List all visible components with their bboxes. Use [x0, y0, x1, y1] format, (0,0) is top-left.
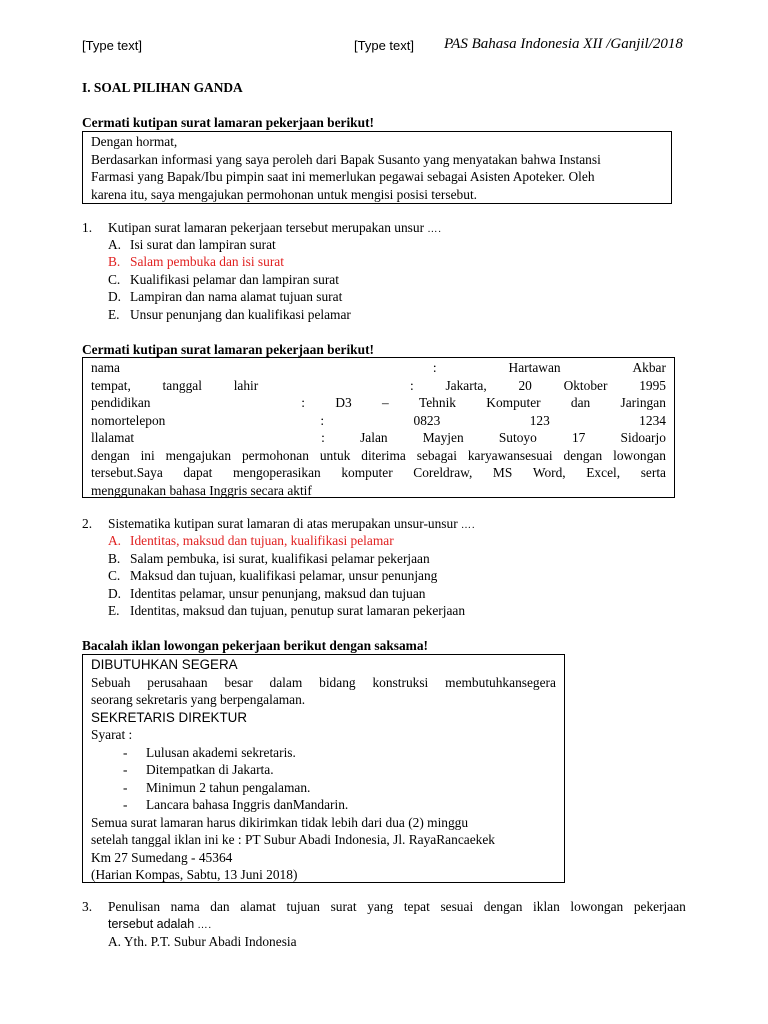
field-word: lowongan	[613, 447, 666, 463]
excerpt-line: Dengan hormat,	[91, 134, 178, 149]
option-text: Salam pembuka dan isi surat	[130, 254, 284, 269]
option-letter: D.	[108, 586, 122, 601]
q1-question-text: Kutipan surat lamaran pekerjaan tersebut merupakan unsur	[108, 220, 425, 235]
field-word: Oktober	[563, 377, 608, 393]
question-word: surat	[330, 899, 357, 914]
option-text: Identitas pelamar, unsur penunjang, maksud dan tujuan	[130, 586, 426, 601]
field-word: D3	[335, 395, 352, 410]
field-word: :	[409, 377, 414, 393]
bullet-dash: -	[123, 744, 128, 760]
data-row-nama	[91, 359, 666, 377]
question-word: nama	[170, 899, 200, 914]
question-word: dengan	[483, 899, 523, 914]
option-letter: E.	[108, 307, 120, 322]
field-word: llalamat	[91, 430, 135, 445]
field-word: 1995	[639, 377, 666, 393]
question-word: sesuai	[440, 899, 474, 914]
question-word: tujuan	[286, 899, 320, 914]
ad-heading: DIBUTUHKAN SEGERA	[91, 657, 238, 672]
field-word: 123	[529, 412, 550, 428]
q1-number: 1.	[82, 220, 93, 235]
q3-question-cont-text: tersebut adalah	[108, 917, 195, 931]
q3-option-a[interactable]: A. Yth. P.T. Subur Abadi Indonesia	[108, 934, 297, 949]
field-word: mengajukan	[165, 447, 232, 463]
q3-instruction: Bacalah iklan lowongan pekerjaan berikut dengan saksama!	[82, 638, 428, 653]
field-word: tanggal	[162, 377, 202, 393]
ad-requirement-item	[91, 796, 556, 814]
q3-question-row	[108, 898, 686, 916]
question-word: lowongan	[570, 899, 624, 914]
excerpt-line: Berdasarkan informasi yang saya peroleh dari Bapak Susanto yang menyatakan bahwa Instansi	[91, 151, 601, 167]
ad-position: SEKRETARIS DIREKTUR	[91, 709, 247, 725]
option-letter: C.	[108, 272, 121, 287]
data-row-last: menggunakan bahasa Inggris secara aktif	[91, 482, 312, 498]
option-letter: D.	[108, 289, 122, 304]
field-word: 17	[571, 430, 586, 445]
ad-requirements-label: Syarat :	[91, 727, 133, 742]
data-row-pendidikan	[91, 394, 666, 412]
field-word: pendidikan	[91, 395, 151, 410]
ad-word: konstruksi	[372, 674, 429, 690]
field-word: karyawansesuai	[467, 447, 553, 463]
option-text: Salam pembuka, isi surat, kualifikasi pelamar pekerjaan	[130, 551, 430, 566]
question-word: tepat	[403, 899, 430, 914]
field-word: tersebut.Saya	[91, 465, 163, 480]
ad-word: bidang	[319, 674, 356, 690]
field-word: dengan	[91, 447, 130, 463]
option-text: Unsur penunjang dan kualifikasi pelamar	[130, 307, 351, 322]
field-word: Mayjen	[422, 430, 464, 445]
field-word: untuk	[319, 447, 351, 463]
q2-number: 2.	[82, 516, 93, 531]
field-word: 20	[518, 377, 532, 393]
field-word: serta	[640, 465, 666, 480]
q3-dots: ….	[197, 920, 213, 931]
q3-number: 3.	[82, 899, 93, 914]
q1-letter-excerpt-box	[82, 131, 672, 204]
field-word: komputer	[341, 465, 393, 480]
q2-dots: ….	[461, 520, 476, 531]
field-word: dengan	[563, 447, 603, 463]
option-letter: E.	[108, 603, 120, 618]
ad-word: membutuhkansegera	[445, 674, 556, 690]
bullet-dash: -	[123, 797, 128, 812]
field-word: dan	[570, 395, 591, 410]
field-word: sebagai	[416, 447, 457, 463]
field-word: :	[321, 430, 325, 445]
question-word: yang	[367, 899, 394, 914]
requirement-text: Lancara bahasa Inggris danMandarin.	[146, 797, 349, 812]
field-word: Komputer	[486, 395, 541, 410]
data-row-ttl	[91, 377, 666, 395]
question-word: dan	[210, 899, 230, 914]
field-word: 0823	[413, 412, 441, 428]
header-right: PAS Bahasa Indonesia XII /Ganjil/2018	[444, 36, 683, 52]
field-word: :	[432, 360, 437, 375]
question-word: alamat	[240, 899, 276, 914]
q2-applicant-data-box	[82, 357, 675, 498]
ad-requirement-item	[91, 779, 556, 797]
excerpt-line: karena itu, saya mengajukan permohonan untuk mengisi posisi tersebut.	[91, 186, 478, 202]
header-left: [Type text]	[82, 38, 142, 53]
field-word: Jakarta,	[445, 377, 487, 393]
bullet-dash: -	[123, 762, 128, 777]
option-letter: C.	[108, 568, 121, 583]
field-word: Jaringan	[620, 395, 666, 410]
field-word: Excel,	[586, 465, 621, 480]
ad-closing-line: Km 27 Sumedang - 45364	[91, 849, 233, 865]
option-letter: A.	[108, 237, 122, 252]
field-word: mengoperasikan	[232, 465, 321, 480]
option-letter: B.	[108, 254, 121, 269]
field-word: dapat	[183, 465, 213, 480]
field-word: Hartawan	[508, 360, 561, 375]
field-word: diterima	[361, 447, 406, 463]
field-word: :	[320, 412, 325, 428]
field-word: Coreldraw,	[413, 465, 473, 480]
data-row-statement	[91, 447, 666, 465]
field-word: Tehnik	[419, 395, 456, 410]
field-word: Word,	[532, 465, 566, 480]
ad-closing-line: Semua surat lamaran harus dikirimkan tidak lebih dari dua (2) minggu	[91, 814, 469, 830]
q2-question-text: Sistematika kutipan surat lamaran di atas merupakan unsur-unsur	[108, 516, 458, 531]
ad-source: (Harian Kompas, Sabtu, 13 Juni 2018)	[91, 867, 298, 882]
ad-word: besar	[224, 674, 253, 690]
option-text: Isi surat dan lampiran surat	[130, 237, 276, 252]
field-word: ini	[140, 447, 155, 463]
header-middle: [Type text]	[354, 38, 414, 53]
ad-intro-row	[91, 674, 556, 692]
field-word: Akbar	[632, 360, 666, 375]
option-text: Identitas, maksud dan tujuan, kualifikasi pelamar	[130, 533, 394, 548]
question-word: pekerjaan	[633, 899, 686, 914]
data-row-telepon	[91, 412, 666, 430]
ad-requirement-item	[91, 761, 556, 779]
option-letter: A.	[108, 533, 122, 548]
requirement-text: Lulusan akademi sekretaris.	[146, 744, 296, 760]
field-word: tempat,	[91, 377, 131, 393]
field-word: Sidoarjo	[620, 430, 666, 445]
field-word: lahir	[233, 377, 259, 393]
excerpt-line: Farmasi yang Bapak/Ibu pimpin saat ini memerlukan pegawai sebagai Asisten Apoteker. Oleh	[91, 169, 595, 184]
q1-dots: ….	[427, 224, 442, 235]
field-word: permohonan	[241, 447, 309, 463]
ad-word: dalam	[269, 674, 303, 690]
option-text: Identitas, maksud dan tujuan, penutup surat lamaran pekerjaan	[130, 603, 466, 618]
field-word: Sutoyo	[498, 430, 537, 445]
field-word: :	[301, 395, 306, 410]
requirement-text: Minimun 2 tahun pengalaman.	[146, 779, 311, 795]
data-row-skills	[91, 464, 666, 482]
option-text: Lampiran dan nama alamat tujuan surat	[130, 289, 343, 304]
data-row-alamat	[91, 429, 666, 447]
question-word: iklan	[533, 899, 560, 914]
question-word: Penulisan	[108, 899, 161, 914]
ad-intro-last: seorang sekretaris yang berpengalaman.	[91, 692, 306, 707]
q3-question-cont	[108, 915, 212, 935]
ad-word: Sebuah	[91, 674, 131, 690]
field-word: 1234	[639, 412, 666, 428]
ad-word: perusahaan	[147, 674, 208, 690]
option-text: Kualifikasi pelamar dan lampiran surat	[130, 272, 339, 287]
q2-instruction: Cermati kutipan surat lamaran pekerjaan berikut!	[82, 342, 374, 357]
field-word: nomortelepon	[91, 412, 166, 428]
q3-job-ad-box	[82, 654, 565, 883]
requirement-text: Ditempatkan di Jakarta.	[146, 762, 274, 777]
option-text: Maksud dan tujuan, kualifikasi pelamar, unsur penunjang	[130, 568, 438, 583]
field-word: nama	[91, 360, 120, 375]
field-word: –	[382, 395, 389, 410]
bullet-dash: -	[123, 779, 128, 795]
section-title: I. SOAL PILIHAN GANDA	[82, 80, 243, 95]
field-word: MS	[492, 465, 513, 480]
q1-instruction: Cermati kutipan surat lamaran pekerjaan berikut!	[82, 115, 374, 130]
ad-closing-line: setelah tanggal iklan ini ke : PT Subur Abadi Indonesia, Jl. RayaRancaekek	[91, 832, 495, 847]
field-word: Jalan	[360, 430, 388, 445]
ad-requirement-item	[91, 744, 556, 762]
option-letter: B.	[108, 551, 121, 566]
